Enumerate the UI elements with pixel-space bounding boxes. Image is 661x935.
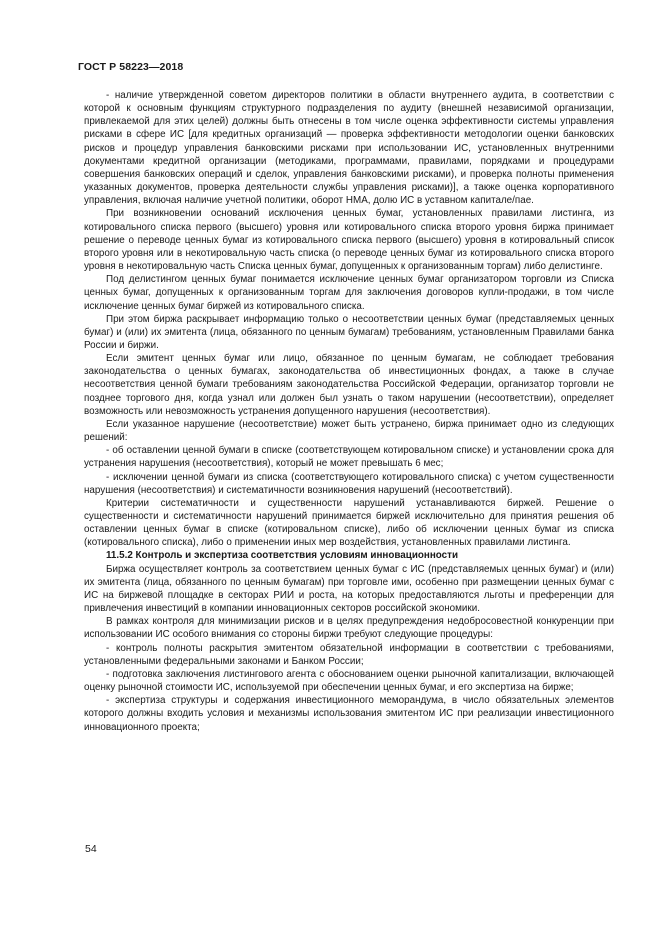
paragraph-11: В рамках контроля для минимизации рисков и в целях предупреждения недобросовестной конкуренции при использовании ИС особого внимания со стороны биржи требуют следующие процедуры: [84, 616, 614, 641]
paragraph-7: - об оставлении ценной бумаги в списке (соответствующем котировальном списке) и установлении срока для устранения нарушения (несоответствия), который не может превышать 6 мес; [84, 445, 614, 470]
paragraph-13: - подготовка заключения листингового агента с обоснованием оценки рыночной капитализации, включающей оценку рыночной стоимости ИС, используемой при обеспечении ценных бумаг, и его экспертиза на бирже; [84, 668, 614, 694]
paragraph-10: Биржа осуществляет контроль за соответствием ценных бумаг с ИС (представляемых ценных бумаг) и (или) их эмитента (лица, обязанного по ценным бумагам) при торговле ими, особенно при размещении ценных бумаг с ИС на биржевой площадке в секторах РИИ и роста, на которых предоставляются льготы и преференции для привлечения инвестиций в компании инновационных секторов российской экономики. [84, 563, 614, 615]
document-header: ГОСТ Р 58223—2018 [78, 61, 184, 73]
section-heading: 11.5.2 Контроль и экспертиза соответствия условиям инновационности [106, 550, 459, 562]
paragraph-2: При возникновении оснований исключения ценных бумаг, установленных правилами листинга, из котировального списка первого (высшего) уровня или котировального списка второго уровня биржа принимает решение о переводе ценных бумаг из котировального списка первого (высшего) уровня в котировальный список второго уровня или в некотировальную часть списка (о переводе ценных бумаг из котировального списка второго уровня в некотировальную часть Списка ценных бумаг, допущенных к организованным торгам) либо делистинге. [84, 208, 614, 273]
paragraph-6: Если указанное нарушение (несоответствие) может быть устранено, биржа принимает одно из следующих решений: [84, 418, 614, 444]
paragraph-8: - исключении ценной бумаги из списка (соответствующего котировального списка) с учетом существенности нарушения (несоответствия) и систематичности возникновения нарушений (несоответствий). [84, 471, 614, 496]
document-body [84, 89, 614, 734]
paragraph-3: Под делистингом ценных бумаг понимается исключение ценных бумаг организатором торговли из Списка ценных бумаг, допущенных к организованным торгам для заключения договоров купли-продажи, в том числе исключение ценных бумаг биржей из котировального списка. [84, 274, 614, 312]
paragraph-1: - наличие утвержденной советом директоров политики в области внутреннего аудита, в соответствии с которой к основным функциям структурного подразделения по аудиту (внешней независимой организации, привлекаемой для этих целей) должны быть отнесены в том числе оценка эффективности системы управления рисками в сфере ИС [для кредитных организаций — проверка эффективности методологии оценки банковских рисков и процедур управления банковскими рисками при использовании ИС, установленных внутренними документами кредитной организации (методиками, программами, правилами, порядками и процедурами совершения банковских операций и сделок, управления банковскими рисками), и проверка полноты применения указанных документов, проверка деятельности службы управления рисками)], а также оценка корпоративного управления, включая наличие учетной политики, оборот НМА, долю ИС в уставном капитале/пае. [84, 90, 614, 207]
paragraph-12: - контроль полноты раскрытия эмитентом обязательной информации в соответствии с требованиями, установленными федеральными законами и Банком России; [84, 642, 614, 667]
paragraph-4: При этом биржа раскрывает информацию только о несоответствии ценных бумаг (представляемых ценных бумаг) и (или) их эмитента (лица, обязанного по ценным бумагам) требованиям, установленным Правилами банка России и биржи. [84, 313, 614, 351]
page-number: 54 [85, 843, 97, 855]
paragraph-14: - экспертиза структуры и содержания инвестиционного меморандума, в число обязательных элементов которого должны входить условия и механизмы использования эмитентом ИС при реализации инвестиционного инновационного проекта; [84, 695, 614, 733]
paragraph-5: Если эмитент ценных бумаг или лицо, обязанное по ценным бумагам, не соблюдает требования законодательства о ценных бумагах, законодательства об инвестиционных фондах, а также в случае несоответствия ценной бумаги требованиям законодательства Российской Федерации, организатор торговли не позднее торгового дня, когда узнал или должен был узнать о таком нарушении (несоответствии), определяет возможность или невозможность устранения допущенного нарушения (несоответствия). [84, 353, 614, 417]
paragraph-9: Критерии систематичности и существенности нарушений устанавливаются биржей. Решение о существенности и систематичности нарушений принимается биржей исключительно для принятия решения об оставлении ценных бумаг в списке (котировальном списке), либо об исключении ценных бумаг из списка (котировального списка), либо о применении иных мер воздействия, установленных правилами листинга. [84, 497, 614, 549]
